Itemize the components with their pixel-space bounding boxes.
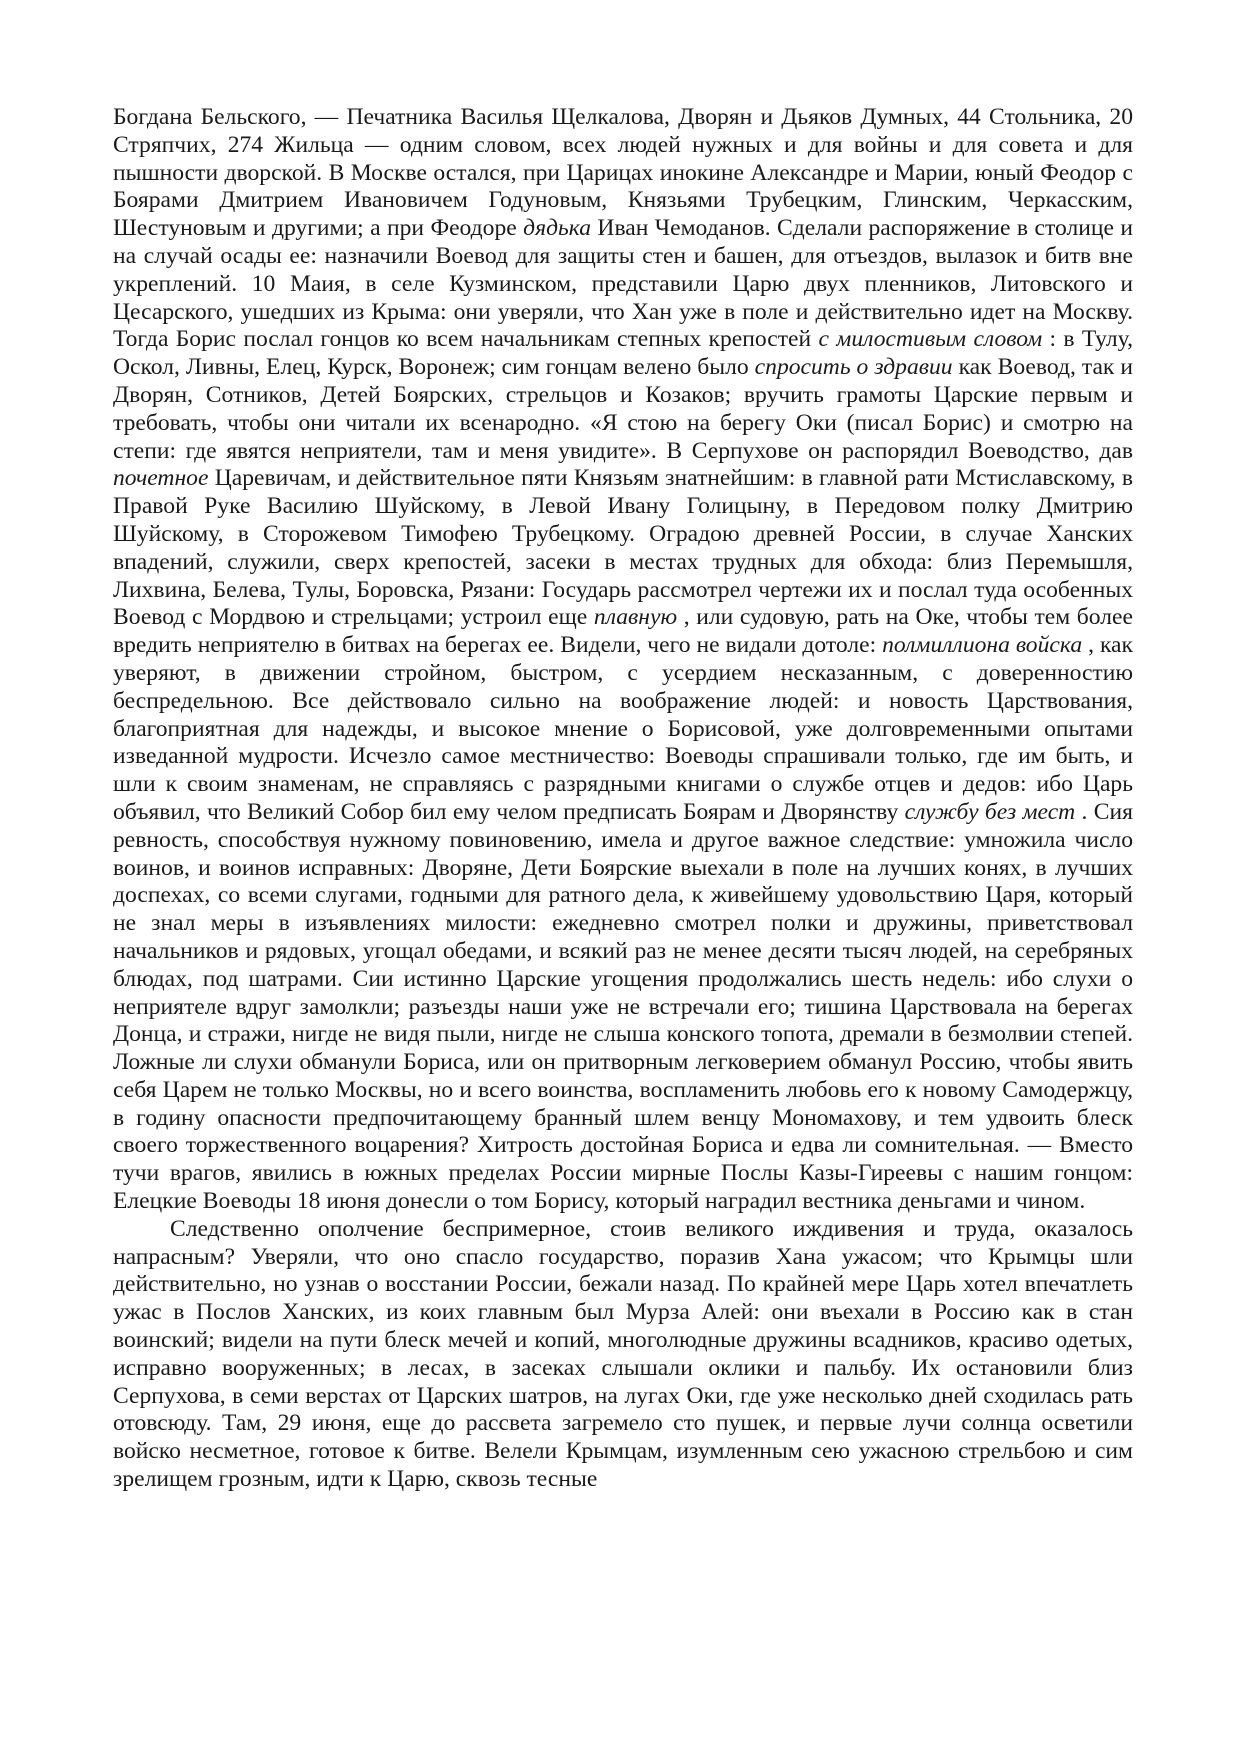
text-run: Богдана Бельского, — Печатника Василья Щелкалова, Дворян и Дьяков Думных, 44 Стольника, 20 Стряпчих, 274 Жильца — одним словом, всех людей нужных и для войны и для совета и для пышности дворской. В Москве остался, при Царицах инокине Александре и Марии, юный Феодор с Боярами Дмитрием Ивановичем Годуновым, Князьями Трубецким, Глинским, Черкасским, Шестуновым и другими; а при Феодоре [113, 104, 1133, 242]
text-run: Царевичам, и действительное пяти Князьям знатнейшим: в главной рати Мстиславскому, в Правой Руке Василию Шуйскому, в Левой Ивану Голицыну, в Передовом полку Дмитрию Шуйскому, в Сторожевом Тимофею Трубецкому. Оградою древней России, в случае Ханских впадений, служили, сверх крепостей, засеки в местах трудных для обхода: близ Перемышля, Лихвина, Белева, Тулы, Боровска, Рязани: Государь рассмотрел чертежи их и послал туда особенных Воевод с Мордвою и стрельцами; устроил еще [113, 465, 1133, 631]
italic-run: полмиллиона войска [882, 632, 1083, 659]
document-page [113, 104, 1133, 1494]
italic-run: с милостивым словом [818, 326, 1043, 353]
text-run: . Сия ревность, способствуя нужному повиновению, имела и другое важное следствие: умножила число воинов, и воинов исправных: Дворяне, Дети Боярские выехали в поле на лучших конях, в лучших доспехах, со всеми слугами, годными для ратного дела, к живейшему удовольствию Царя, который не знал меры в изъявлениях милости: ежедневно смотрел полки и дружины, приветствовал начальников и рядовых, угощал обедами, и всякий раз не менее десяти тысяч людей, на серебряных блюдах, под шатрами. Сии истинно Царские угощения продолжались шесть недель: ибо слухи о неприятеле вдруг замолкли; разъезды наши уже не встречали его; тишина Царствовала на берегах Донца, и стражи, нигде не видя пыли, нигде не слыша конского топота, дремали в безмолвии степей. Ложные ли слухи обманули Бориса, или он притворным легковерием обманул Россию, чтобы явить себя Царем не только Москвы, но и всего воинства, воспламенить любовь его к новому Самодержцу, в годину опасности предпочитающему бранный шлем венцу Мономахову, и тем удвоить блеск своего торжественного воцарения? Хитрость достойная Бориса и едва ли сомнительная. — Вместо тучи врагов, явились в южных пределах России мирные Послы Казы-Гиреевы с нашим гонцом: Елецкие Воеводы 18 июня донесли о том Борису, который наградил вестника деньгами и чином. [113, 798, 1133, 1215]
text-run: , как уверяют, в движении стройном, быстром, с усердием несказанным, с доверенностию беспредельною. Все действовало сильно на воображение людей: и новость Царствования, благоприятная для надежды, и высокое мнение о Борисовой, уже долговременными опытами изведанной мудрости. Исчезло самое местничество: Воеводы спрашивали только, где им быть, и шли к своим знаменам, не справляясь с разрядными книгами о службе отцев и дедов: ибо Царь объявил, что Великий Собор бил ему челом предписать Боярам и Дворянству [113, 632, 1133, 825]
text-run: как Воевод, так и Дворян, Сотников, Детей Боярских, стрельцов и Козаков; вручить грамоты Царские первым и требовать, чтобы они читали их всенародно. «Я стою на берегу Оки (писал Борис) и смотрю на степи: где явятся неприятели, там и меня увидите». В Серпухове он распорядил Воеводство, дав [113, 354, 1133, 464]
text-run: : в Тулу, Оскол, Ливны, Елец, Курск, Воронеж; сим гонцам велено было [113, 326, 1134, 381]
text-run: , или судовую, рать на Оке, чтобы тем более вредить неприятелю в битвах на берегах ее. Видели, чего не видали дотоле: [113, 604, 1133, 659]
italic-run: плавную [593, 604, 678, 631]
text-run: Иван Чемоданов. Сделали распоряжение в столице и на случай осады ее: назначили Воевод для защиты стен и башен, для отъездов, вылазок и битв вне укреплений. 10 Маия, в селе Кузминском, представили Царю двух пленников, Литовского и Цесарского, ушедших из Крыма: они уверяли, что Хан уже в поле и действительно идет на Москву. Тогда Борис послал гонцов ко всем начальникам степных крепостей [113, 215, 1134, 353]
paragraph-1 [113, 104, 1133, 1216]
italic-run: службу без мест [904, 798, 1076, 825]
text-run: Следственно ополчение беспримерное, стоив великого иждивения и труда, оказалось напрасным? Уверяли, что оно спасло государство, поразив Хана ужасом; что Крымцы шли действительно, но узнав о восстании России, бежали назад. По крайней мере Царь хотел впечатлеть ужас в Послов Ханских, из коих главным был Мурза Алей: они въехали в Россию как в стан воинский; видели на пути блеск мечей и копий, многолюдные дружины всадников, красиво одетых, исправно вооруженных; в лесах, в засеках слышали оклики и пальбу. Их остановили близ Серпухова, в семи верстах от Царских шатров, на лугах Оки, где уже несколько дней сходилась рать отовсюду. Там, 29 июня, еще до рассвета загремело сто пушек, и первые лучи солнца осветили войско несметное, готовое к битве. Велели Крымцам, изумленным сею ужасною стрельбою и сим зрелищем грозным, идти к Царю, сквозь тесные [113, 1215, 1133, 1493]
italic-run: почетное [113, 465, 209, 492]
italic-run: спросить о здравии [754, 354, 953, 381]
paragraph-2 [113, 1216, 1133, 1494]
italic-run: дядька [523, 215, 591, 242]
